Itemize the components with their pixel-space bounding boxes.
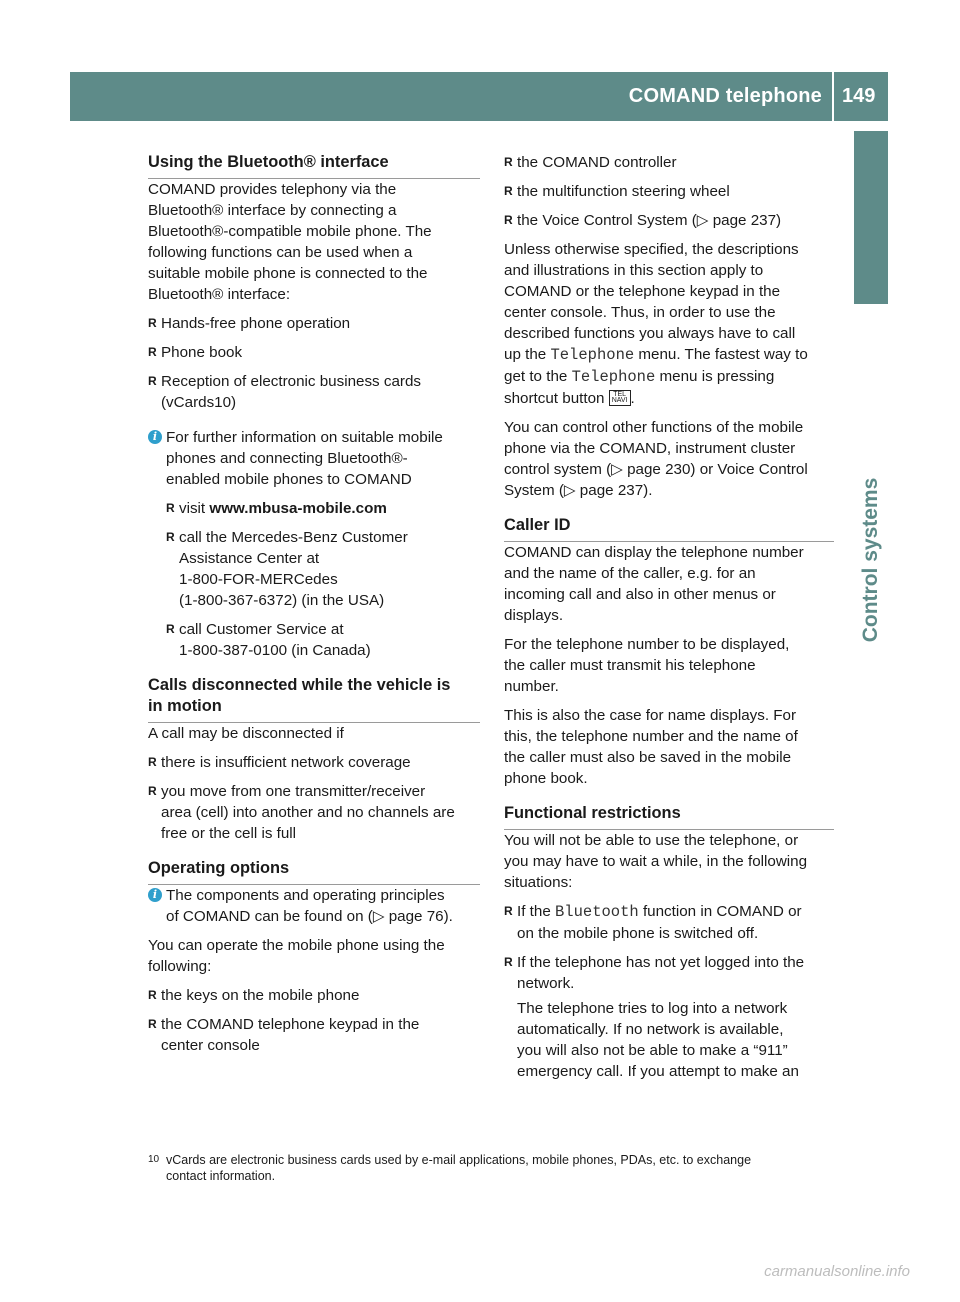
list-item: R the keys on the mobile phone bbox=[148, 985, 480, 1006]
list-item: R If the Bluetooth function in COMAND or on the mobile phone is switched off. bbox=[504, 901, 834, 944]
right-column bbox=[504, 152, 834, 1082]
paragraph: Unless otherwise specified, the descriptions and illustrations in this section apply to COMAND or the telephone keypad in the center console. Thus, in order to use the described functions you always have to call up the Telephone menu. The fastest way to get to the Telephone menu is pressing shortcut button TEL NAVI . bbox=[504, 241, 808, 407]
list-item: R If the telephone has not yet logged into the network. bbox=[504, 952, 834, 994]
info-note: i The components and operating principles of COMAND can be found on (▷ page 76). bbox=[148, 885, 480, 927]
paragraph: For the telephone number to be displayed, the caller must transmit his telephone number. bbox=[504, 636, 790, 695]
heading-bluetooth: Using the Bluetooth® interface bbox=[148, 152, 480, 179]
heading-caller-id: Caller ID bbox=[504, 515, 834, 542]
info-note: i For further information on suitable mobile phones and connecting Bluetooth®- enabled mobile phones to COMAND bbox=[148, 427, 480, 490]
section-tab bbox=[854, 131, 888, 304]
disc-intro: A call may be disconnected if bbox=[148, 725, 344, 742]
list-item: R visit www.mbusa-mobile.com bbox=[166, 498, 480, 519]
heading-operating-options: Operating options bbox=[148, 858, 480, 885]
watermark: carmanualsonline.info bbox=[764, 1263, 910, 1280]
header-bar bbox=[70, 72, 888, 121]
paragraph: You will not be able to use the telephone, or you may have to wait a while, in the following situations: bbox=[504, 832, 808, 891]
list-item: R call Customer Service at 1-800-387-0100 (in Canada) bbox=[166, 619, 480, 661]
list-item: R you move from one transmitter/receiver area (cell) into another and no channels are free or the cell is full bbox=[148, 781, 480, 844]
chapter-title: COMAND telephone bbox=[628, 85, 822, 107]
footnote bbox=[148, 1152, 848, 1184]
paragraph: This is also the case for name displays. For this, the telephone number and the name of the caller must also be saved in the mobile phone book. bbox=[504, 707, 798, 787]
header-divider bbox=[832, 72, 834, 121]
footnote-number: 10 bbox=[148, 1154, 160, 1165]
heading-disconnected: Calls disconnected while the vehicle is in motion bbox=[148, 675, 480, 723]
footnote-text: vCards are electronic business cards used by e-mail applications, mobile phones, PDAs, etc. to exchange contact information. bbox=[166, 1153, 752, 1183]
page-number: 149 bbox=[842, 85, 876, 107]
list-item: R the COMAND controller bbox=[504, 152, 834, 173]
ops-intro: You can operate the mobile phone using the following: bbox=[148, 937, 445, 975]
list-item: R the multifunction steering wheel bbox=[504, 181, 834, 202]
left-column bbox=[148, 152, 480, 1056]
list-item: R call the Mercedes-Benz Customer Assistance Center at 1-800-FOR-MERCedes (1-800-367-6372) (in the USA) bbox=[166, 527, 480, 611]
info-icon: i bbox=[148, 888, 162, 902]
paragraph: You can control other functions of the mobile phone via the COMAND, instrument cluster control system (▷ page 230) or Voice Control System (▷ page 237). bbox=[504, 419, 808, 499]
bt-intro: COMAND provides telephony via the Bluetooth® interface by connecting a Bluetooth®-compatible mobile phone. The following functions can be used when a suitable mobile phone is connected to the Bluetooth® interface: bbox=[148, 181, 432, 303]
list-item: R Phone book bbox=[148, 342, 480, 363]
url-link[interactable]: www.mbusa-mobile.com bbox=[209, 500, 387, 517]
paragraph: The telephone tries to log into a network automatically. If no network is available, you will also not be able to make a “911” emergency call. If you attempt to make an bbox=[517, 1000, 799, 1080]
list-item: R the COMAND telephone keypad in the center console bbox=[148, 1014, 480, 1056]
tel-navi-key-icon: TEL NAVI bbox=[609, 390, 631, 406]
info-icon: i bbox=[148, 430, 162, 444]
list-item: R the Voice Control System (▷ page 237) bbox=[504, 210, 834, 231]
paragraph: COMAND can display the telephone number and the name of the caller, e.g. for an incoming call and also in other menus or displays. bbox=[504, 544, 804, 624]
list-item: R Hands-free phone operation bbox=[148, 313, 480, 334]
section-label: Control systems bbox=[859, 477, 882, 643]
list-item: R Reception of electronic business cards (vCards10) bbox=[148, 371, 480, 413]
list-item: R there is insufficient network coverage bbox=[148, 752, 480, 773]
heading-functional-restrictions: Functional restrictions bbox=[504, 803, 834, 830]
